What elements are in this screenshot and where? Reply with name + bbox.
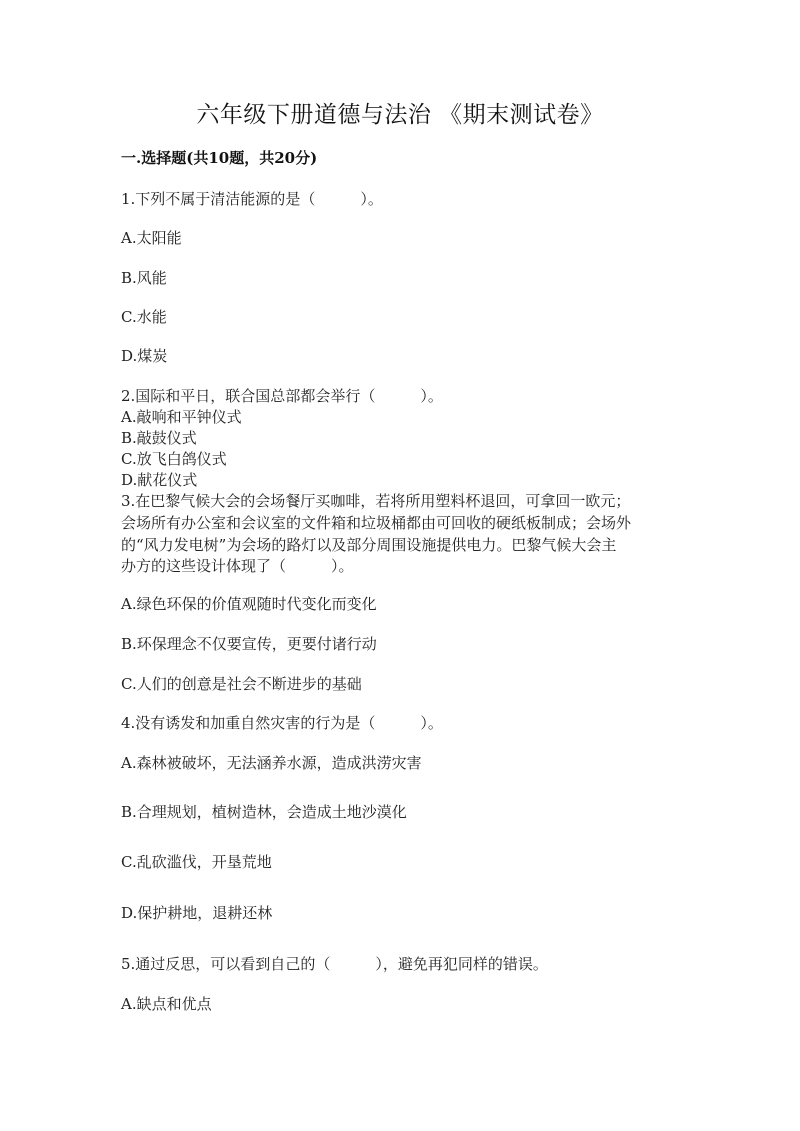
question-4-stem: 4.没有诱发和加重自然灾害的行为是（ ）。	[121, 714, 443, 732]
question-4-option-d: D.保护耕地，退耕还林	[121, 904, 273, 922]
question-1-option-b: B.风能	[121, 269, 167, 287]
question-1-option-d: D.煤炭	[121, 347, 168, 365]
question-2-stem: 2.国际和平日，联合国总部都会举行（ ）。	[121, 387, 443, 405]
question-5-option-a: A.缺点和优点	[121, 995, 212, 1013]
question-5-stem: 5.通过反思，可以看到自己的（ ），避免再犯同样的错误。	[121, 955, 548, 973]
question-2-option-d: D.献花仪式	[121, 471, 198, 489]
question-3-stem-line-1: 3.在巴黎气候大会的会场餐厅买咖啡，若将所用塑料杯退回，可拿回一欧元；	[121, 492, 631, 510]
page-title: 六年级下册道德与法治 《期末测试卷》	[196, 102, 604, 128]
question-4-option-a: A.森林被破坏，无法涵养水源，造成洪涝灾害	[121, 754, 422, 772]
question-3-stem-line-4: 办方的这些设计体现了（ ）。	[121, 557, 354, 575]
question-2-option-a: A.敲响和平钟仪式	[121, 408, 242, 426]
question-4-option-c: C.乱砍滥伐，开垦荒地	[121, 853, 272, 871]
question-1-option-a: A.太阳能	[121, 229, 182, 247]
question-3-stem-line-3: 的“风力发电树”为会场的路灯以及部分周围设施提供电力。巴黎气候大会主	[121, 536, 617, 554]
question-3-stem-line-2: 会场所有办公室和会议室的文件箱和垃圾桶都由可回收的硬纸板制成；会场外	[121, 514, 632, 532]
question-2-option-c: C.放飞白鸽仪式	[121, 450, 227, 468]
question-3-option-a: A.绿色环保的价值观随时代变化而变化	[121, 595, 377, 613]
question-3-option-b: B.环保理念不仅要宣传，更要付诸行动	[121, 635, 377, 653]
question-2-option-b: B.敲鼓仪式	[121, 429, 197, 447]
question-1-stem: 1.下列不属于清洁能源的是（ ）。	[121, 190, 383, 208]
question-3-option-c: C.人们的创意是社会不断进步的基础	[121, 675, 362, 693]
question-4-option-b: B.合理规划，植树造林，会造成土地沙漠化	[121, 803, 407, 821]
question-1-option-c: C.水能	[121, 308, 167, 326]
section-heading: 一.选择题(共10题，共20分)	[121, 149, 318, 167]
